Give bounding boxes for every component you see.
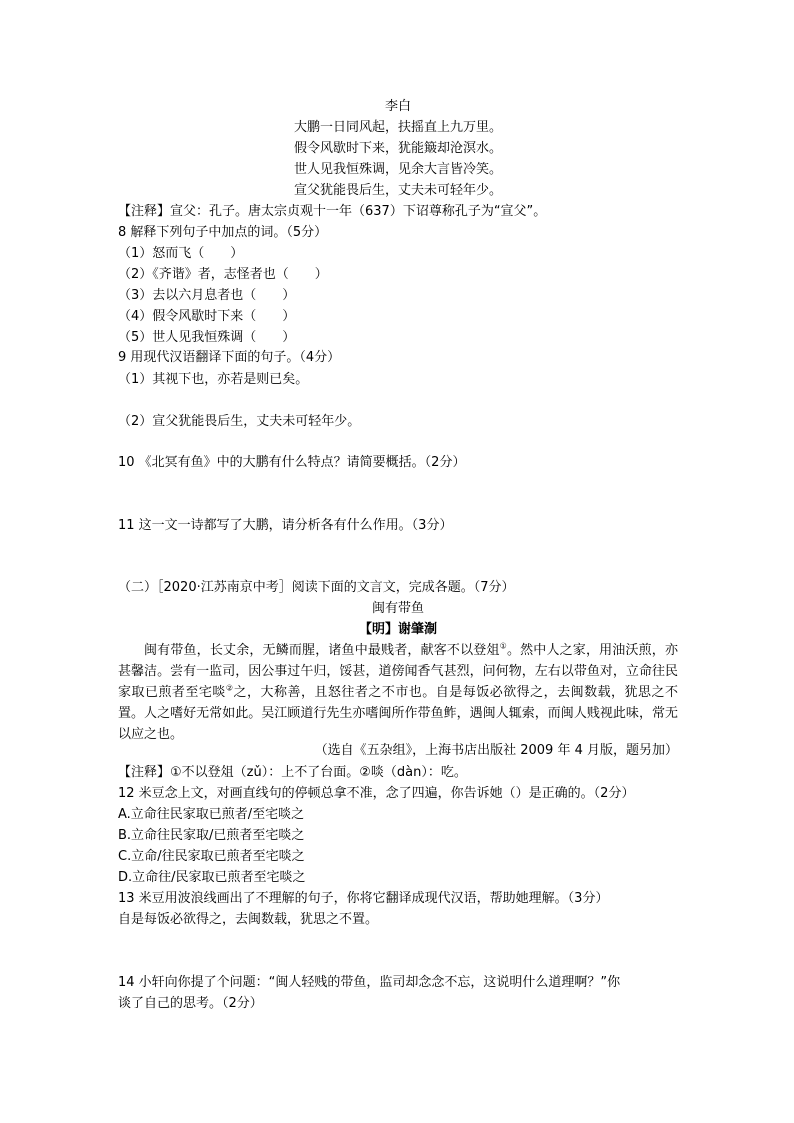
question-12: [118, 783, 678, 888]
question-8-item: （3）去以六月息者也（ ）: [118, 288, 296, 303]
poem-line: 大鹏一日同风起，扶摇直上九万里。: [293, 120, 502, 135]
question-14-line: 谈了自己的思考。（2分）: [118, 996, 263, 1011]
question-12-option: C.立命/往民家取已煎者至宅啖之: [118, 849, 305, 864]
poem-note: 【注释】宣父：孔子。唐太宗贞观十一年（637）下诏尊称孔子为“宣父”。: [118, 204, 547, 219]
poem-line: 宣父犹能畏后生，丈夫未可轻年少。: [293, 183, 502, 198]
poem-author: 李白: [384, 99, 411, 114]
section-2-heading: （二）［2020·江苏南京中考］阅读下面的文言文，完成各题。（7分）: [118, 580, 515, 595]
passage-title: 闽有带鱼: [371, 601, 424, 616]
question-8-item: （5）世人见我恒殊调（ ）: [118, 330, 296, 345]
question-8-item: （1）怒而飞（ ）: [118, 246, 244, 261]
question-9-stem: 9 用现代汉语翻译下面的句子。（4分）: [118, 350, 341, 365]
poem: [118, 96, 678, 201]
footnote-marker: ①: [499, 641, 507, 651]
question-9-item-2: （2）宣父犹能畏后生，丈夫未可轻年少。: [118, 414, 361, 429]
question-11: 11 这一文一诗都写了大鹏，请分析各有什么作用。（3分）: [118, 518, 453, 533]
question-13-sentence: 自是每饭必欲得之，去闽数载，犹思之不置。: [118, 912, 379, 927]
question-8-item: （2）《齐谐》者，志怪者也（ ）: [118, 267, 328, 282]
question-12-option: B.立命往民家取/已煎者至宅啖之: [118, 828, 305, 843]
question-8-item: （4）假令风歇时下来（ ）: [118, 309, 296, 324]
passage-body: [118, 640, 678, 745]
passage-note: 【注释】①不以登俎（zǔ）：上不了台面。②啖（dàn）：吃。: [118, 765, 467, 780]
poem-line: 世人见我恒殊调，见余大言皆冷笑。: [293, 162, 502, 177]
question-12-option: A.立命往民家取已煎者/至宅啖之: [118, 807, 305, 822]
poem-line: 假令风歇时下来，犹能簸却沧溟水。: [293, 141, 502, 156]
question-14-line: 14 小轩向你提了个问题：“闽人轻贱的带鱼，监司却念念不忘，这说明什么道理啊？”你: [118, 975, 621, 990]
passage-author: 【明】谢肇淛: [358, 622, 437, 637]
passage-text: 。然中人之家，用油沃煎，亦甚馨洁。尝有一监司，因公事过午归，馁甚，道傍闻香气甚烈，问何物，左右以带鱼对，立命往民家取已煎者至宅啖: [118, 643, 678, 700]
question-8: [118, 222, 678, 348]
passage-text: 之，大称善，且怒往者之不市也。自是每饭必欲得之，去闽数载，犹思之不置。人之嗜好无常如此。吴江顾道行先生亦嗜闽所作带鱼鲊，遇闽人辄索，而闽人贱视此味，常无以应之也。: [118, 685, 678, 742]
question-9-item-1: （1）其视下也，亦若是则已矣。: [118, 372, 309, 387]
passage-source: （选自《五杂组》，上海书店出版社 2009 年 4 月版，题另加）: [314, 743, 678, 758]
question-12-stem: 12 米豆念上文，对画直线句的停顿总拿不准，念了四遍，你告诉她（）是正确的。（2分）: [118, 786, 635, 801]
question-12-option: D.立命往/民家取已煎者至宅啖之: [118, 870, 306, 885]
footnote-marker: ②: [225, 683, 234, 693]
question-8-stem: 8 解释下列句子中加点的词。（5分）: [118, 225, 328, 240]
passage-text: 闽有带鱼，长丈余，无鳞而腥，诸鱼中最贱者，献客不以登俎: [144, 643, 500, 658]
question-10: 10 《北冥有鱼》中的大鹏有什么特点？请简要概括。（2分）: [118, 455, 466, 470]
question-13-stem: 13 米豆用波浪线画出了不理解的句子，你将它翻译成现代汉语，帮助她理解。（3分）: [118, 891, 609, 906]
